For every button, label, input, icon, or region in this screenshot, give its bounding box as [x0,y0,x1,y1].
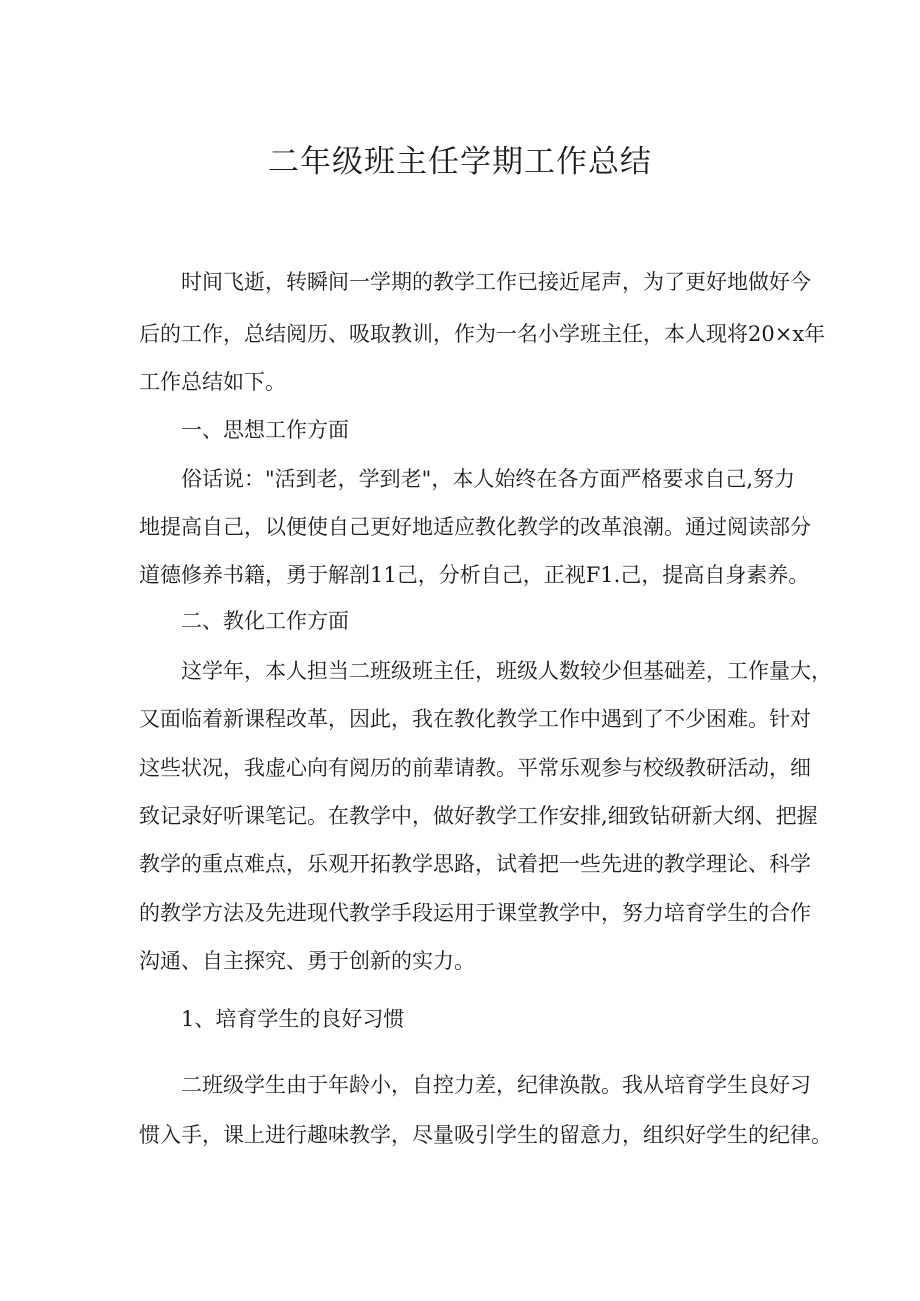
paragraph-line: 教学的重点难点，乐观开拓教学思路，试着把一些先进的教学理论、科学 [139,852,811,876]
paragraph-line: 又面临着新课程改革，因此，我在教化教学工作中遇到了不少困难。针对 [139,707,811,731]
paragraph-line: 地提高自己，以便使自己更好地适应教化教学的改革浪潮。通过阅读部分 [139,515,811,539]
paragraph-line: 这些状况，我虚心向有阅历的前辈请教。平常乐观参与校级教研活动，细 [139,756,811,780]
paragraph-line: 工作总结如下。 [139,370,286,394]
paragraph-line: 二班级学生由于年龄小，自控力差，纪律涣散。我从培育学生良好习 [181,1073,811,1097]
section-heading: 二、教化工作方面 [181,609,349,633]
paragraph-line: 时间飞逝，转瞬间一学期的教学工作已接近尾声，为了更好地做好今 [181,270,811,294]
paragraph-line: 道德修养书籍，勇于解剖11己，分析自己，正视F1.己，提高自身素养。 [139,563,810,587]
paragraph-line: 致记录好听课笔记。在教学中，做好教学工作安排,细致钻研新大纲、把握 [139,804,818,828]
paragraph-line: 的教学方法及先进现代教学手段运用于课堂教学中，努力培育学生的合作 [139,901,811,925]
document-title: 二年级班主任学期工作总结 [268,144,652,180]
paragraph-line: 惯入手，课上进行趣味教学，尽量吸引学生的留意力，组织好学生的纪律。 [139,1123,832,1147]
paragraph-line: 沟通、自主探究、勇于创新的实力。 [139,949,475,973]
paragraph-line: 俗话说："活到老，学到老"，本人始终在各方面严格要求自己,努力 [181,467,795,491]
paragraph-line: 后的工作，总结阅历、吸取教训，作为一名小学班主任，本人现将20×x年 [139,322,826,346]
subsection-heading: 1、培育学生的良好习惯 [181,1007,405,1031]
paragraph-line: 这学年，本人担当二班级班主任，班级人数较少但基础差，工作量大， [181,659,832,683]
section-heading: 一、思想工作方面 [181,418,349,442]
